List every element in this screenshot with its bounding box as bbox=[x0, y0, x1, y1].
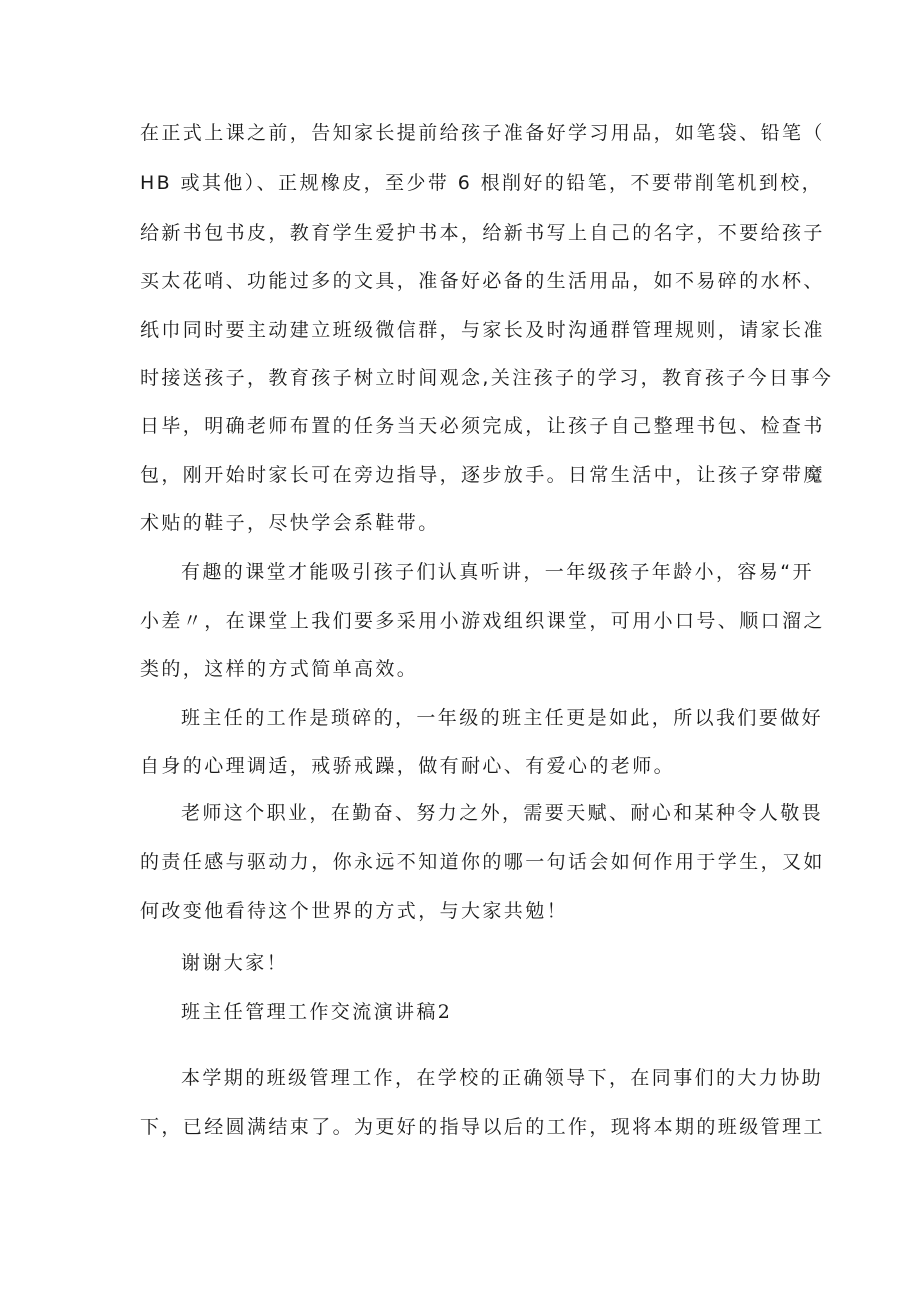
text-line: 下，已经圆满结束了。为更好的指导以后的工作，现将本期的班级管理工 bbox=[140, 1116, 825, 1138]
text-line: 老师这个职业，在勤奋、努力之外，需要天赋、耐心和某种令人敬畏 bbox=[181, 802, 824, 824]
text-line: 买太花哨、功能过多的文具，准备好必备的生活用品，如不易碎的水杯、 bbox=[140, 270, 825, 292]
text-line: 班主任的工作是琐碎的，一年级的班主任更是如此，所以我们要做好 bbox=[181, 707, 824, 729]
text-line: 术贴的鞋子，尽快学会系鞋带。 bbox=[140, 512, 440, 534]
text-line: 类的，这样的方式简单高效。 bbox=[140, 658, 419, 680]
text-line: 自身的心理调适，戒骄戒躁，做有耐心、有爱心的老师。 bbox=[140, 755, 676, 777]
text-line: 日毕，明确老师布置的任务当天必须完成，让孩子自己整理书包、检查书 bbox=[140, 415, 825, 437]
text-line: 小差〃，在课堂上我们要多采用小游戏组织课堂，可用小口号、顺口溜之 bbox=[140, 610, 825, 632]
closing-text: 谢谢大家！ bbox=[181, 952, 289, 974]
text-line: 本学期的班级管理工作，在学校的正确领导下，在同事们的大力协助 bbox=[181, 1067, 824, 1089]
text-line: 包，刚开始时家长可在旁边指导，逐步放手。日常生活中，让孩子穿带魔 bbox=[140, 464, 825, 486]
text-line: 时接送孩子，教育孩子树立时间观念,关注孩子的学习，教育孩子今日事今 bbox=[140, 367, 834, 389]
text-line: 纸巾同时要主动建立班级微信群，与家长及时沟通群管理规则，请家长准 bbox=[140, 319, 825, 341]
text-line: HB 或其他）、正规橡皮，至少带 6 根削好的铅笔，不要带削笔机到校， bbox=[140, 172, 824, 194]
text-line: 给新书包书皮，教育学生爱护书本，给新书写上自己的名字，不要给孩子 bbox=[140, 222, 825, 244]
text-line: 有趣的课堂才能吸引孩子们认真听讲，一年级孩子年龄小，容易“开 bbox=[181, 561, 814, 583]
text-line: 的责任感与驱动力，你永远不知道你的哪一句话会如何作用于学生，又如 bbox=[140, 851, 825, 873]
text-line: 在正式上课之前，告知家长提前给孩子准备好学习用品，如笔袋、铅笔（ bbox=[140, 122, 825, 144]
section-title: 班主任管理工作交流演讲稿2 bbox=[181, 1001, 453, 1023]
text-line: 何改变他看待这个世界的方式，与大家共勉！ bbox=[140, 900, 569, 922]
